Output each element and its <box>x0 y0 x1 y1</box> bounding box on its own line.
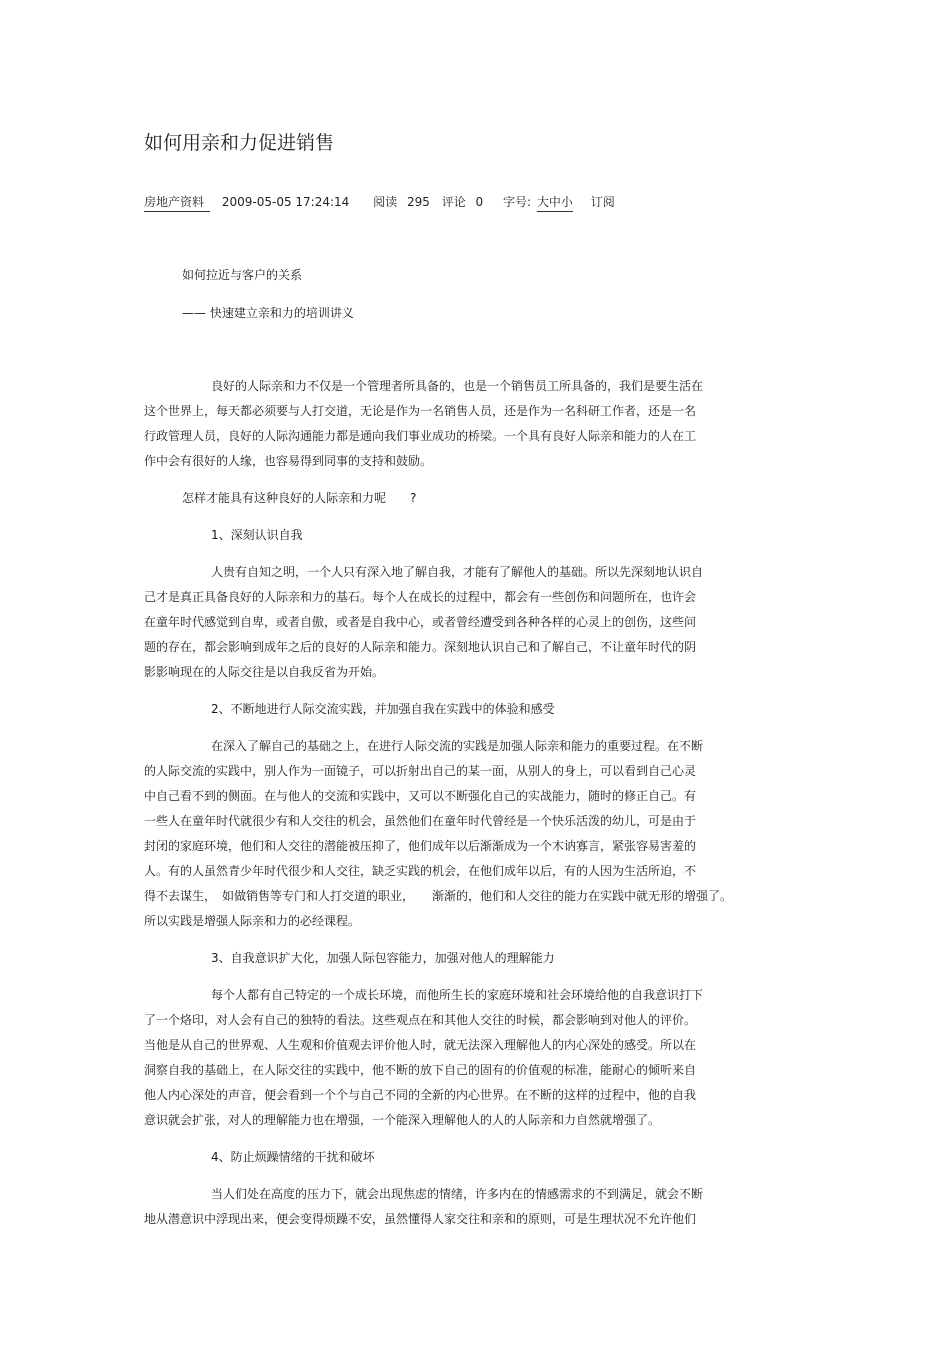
body-line: 在童年时代感觉到自卑，或者自傲，或者是自我中心，或者曾经遭受到各种各样的心灵上的创伤，这些问 <box>144 615 697 629</box>
body-line: 这个世界上，每天都必须要与人打交道，无论是作为一名销售人员，还是作为一名科研工作者，还是一名 <box>144 404 697 418</box>
comment-count: 0 <box>475 195 484 209</box>
body-line: 当人们处在高度的压力下，就会出现焦虑的情绪，许多内在的情感需求的不到满足，就会不断 <box>211 1187 704 1201</box>
body-line: 地从潜意识中浮现出来，便会变得烦躁不安，虽然懂得人家交往和亲和的原则，可是生理状况不允许他们 <box>144 1212 697 1226</box>
article-title: 如何用亲和力促进销售 <box>144 132 335 154</box>
body-line: 行政管理人员，良好的人际沟通能力都是通向我们事业成功的桥梁。一个具有良好人际亲和能力的人在工 <box>144 429 697 443</box>
body-line: 意识就会扩张，对人的理解能力也在增强，一个能深入理解他人的人的人际亲和力自然就增强了。 <box>144 1113 661 1127</box>
subscribe-link[interactable]: 订阅 <box>590 195 615 209</box>
section-heading: 4、防止烦躁情绪的干扰和破坏 <box>211 1150 375 1164</box>
body-line: 每个人都有自己特定的一个成长环境，而他所生长的家庭环境和社会环境给他的自我意识打下 <box>211 988 704 1002</box>
body-line: 良好的人际亲和力不仅是一个管理者所具备的，也是一个销售员工所具备的，我们是要生活在 <box>211 379 704 393</box>
body-line: 了一个烙印，对人会有自己的独特的看法。这些观点在和其他人交往的时候，都会影响到对他人的评价。 <box>144 1013 697 1027</box>
article-subheading: —— 快速建立亲和力的培训讲义 <box>182 306 354 320</box>
read-label: 阅读 <box>373 195 398 209</box>
article-meta <box>144 193 615 212</box>
body-line: 怎样才能具有这种良好的人际亲和力呢 ? <box>182 491 417 505</box>
body-line: 影影响现在的人际交往是以自我反省为开始。 <box>144 665 385 679</box>
body-line: 当他是从自己的世界观、人生观和价值观去评价他人时，就无法深入理解他人的内心深处的感受。所以在 <box>144 1038 697 1052</box>
comment-label: 评论 <box>441 195 466 209</box>
body-line: 所以实践是增强人际亲和力的必经课程。 <box>144 914 361 928</box>
body-line: 封闭的家庭环境，他们和人交往的潜能被压抑了，他们成年以后渐渐成为一个木讷寡言，紧张容易害羞的 <box>144 839 697 853</box>
body-line: 他人内心深处的声音，便会看到一个个与自己不同的全新的内心世界。在不断的这样的过程中，他的自我 <box>144 1088 697 1102</box>
body-line: 中自己看不到的侧面。在与他人的交流和实践中，又可以不断强化自己的实战能力，随时的修正自己。有 <box>144 789 697 803</box>
body-line: 己才是真正具备良好的人际亲和力的基石。每个人在成长的过程中，都会有一些创伤和问题所在，也许会 <box>144 590 697 604</box>
body-line: 作中会有很好的人缘，也容易得到同事的支持和鼓励。 <box>144 454 433 468</box>
article-heading: 如何拉近与客户的关系 <box>182 268 303 282</box>
body-line: 人贵有自知之明，一个人只有深入地了解自我，才能有了解他人的基础。所以先深刻地认识自 <box>211 565 704 579</box>
body-line: 的人际交流的实践中，别人作为一面镜子，可以折射出自己的某一面，从别人的身上，可以看到自己心灵 <box>144 764 697 778</box>
body-line: 洞察自我的基础上，在人际交往的实践中，他不断的放下自己的固有的价值观的标准，能耐心的倾听来自 <box>144 1063 697 1077</box>
read-count: 295 <box>406 195 430 209</box>
body-line: 人。有的人虽然青少年时代很少和人交往，缺乏实践的机会，在他们成年以后，有的人因为生活所迫，不 <box>144 864 697 878</box>
font-size-options[interactable]: 大中小 <box>537 193 573 212</box>
category-link[interactable]: 房地产资料 <box>144 193 210 212</box>
body-line: 得不去谋生， 如做销售等专门和人打交道的职业， 渐渐的，他们和人交往的能力在实践中就无形的增强了。 <box>144 889 733 903</box>
section-heading: 1、深刻认识自我 <box>211 528 303 542</box>
section-heading: 2、不断地进行人际交流实践，并加强自我在实践中的体验和感受 <box>211 702 555 716</box>
font-size-label: 字号: <box>503 195 532 209</box>
section-heading: 3、自我意识扩大化，加强人际包容能力，加强对他人的理解能力 <box>211 951 555 965</box>
body-line: 一些人在童年时代就很少有和人交往的机会，虽然他们在童年时代曾经是一个快乐活泼的幼儿，可是由于 <box>144 814 697 828</box>
body-line: 在深入了解自己的基础之上，在进行人际交流的实践是加强人际亲和能力的重要过程。在不断 <box>211 739 704 753</box>
post-datetime: 2009-05-05 17:24:14 <box>221 195 350 209</box>
body-line: 题的存在，都会影响到成年之后的良好的人际亲和能力。深刻地认识自己和了解自己，不让童年时代的阴 <box>144 640 697 654</box>
